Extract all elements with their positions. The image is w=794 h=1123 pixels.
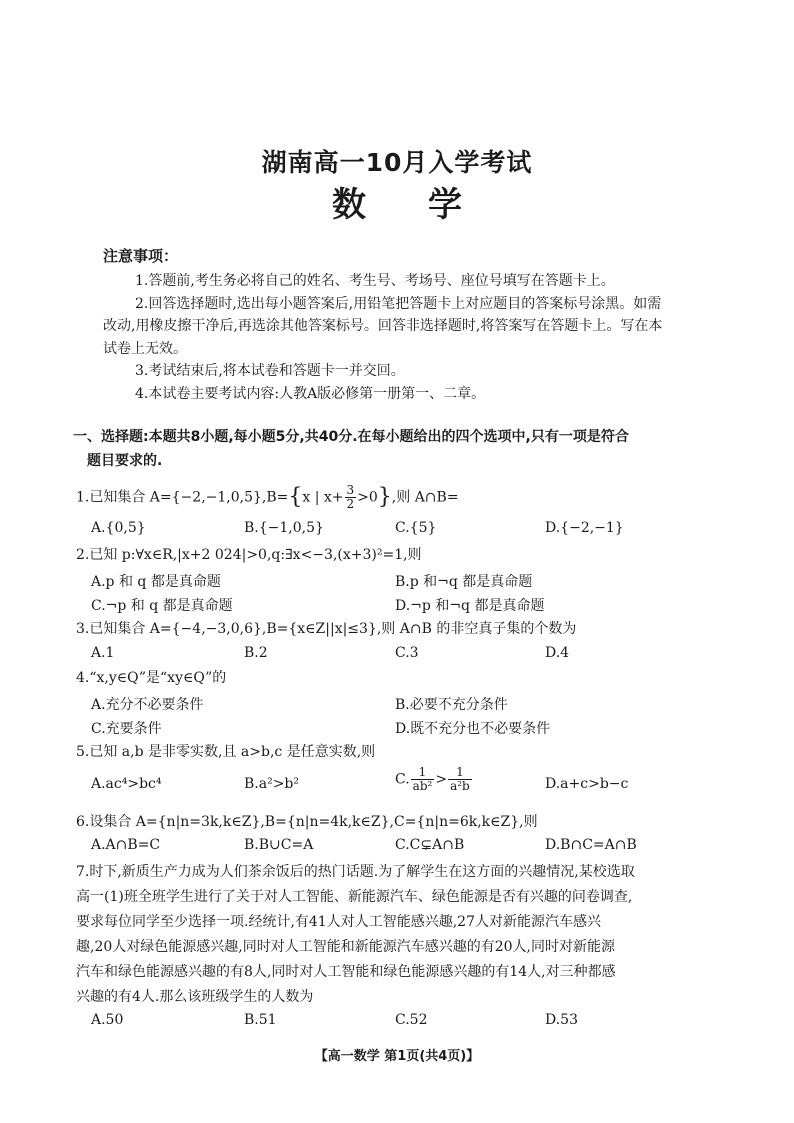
question-5-option-d: D.a+c>b−c xyxy=(545,776,629,792)
question-1-option-a: A.{0,5} xyxy=(91,520,146,536)
question-6-option-b: B.B∪C=A xyxy=(244,837,314,853)
notice-list xyxy=(103,270,663,405)
question-6-stem: 6.设集合 A={n|n=3k,k∈Z},B={n|n=4k,k∈Z},C={n|n=6k,k∈Z},则 xyxy=(76,814,538,830)
question-3-option-d: D.4 xyxy=(545,645,570,661)
subject-title: 数学 xyxy=(332,185,524,225)
question-7-option-d: D.53 xyxy=(545,1012,578,1028)
question-5-stem: 5.已知 a,b 是非零实数,且 a>b,c 是任意实数,则 xyxy=(76,744,376,760)
section-heading: 一、选择题:本题共8小题,每小题5分,共40分.在每小题给出的四个选项中,只有一项是符合 题目要求的. xyxy=(73,429,629,469)
question-4-option-a: A.充分不必要条件 xyxy=(91,697,204,713)
question-5-option-a: A.ac⁴>bc⁴ xyxy=(91,776,162,792)
notice-item: 1.答题前,考生务必将自己的姓名、考生号、考场号、座位号填写在答题卡上。 xyxy=(135,273,615,289)
question-3-option-a: A.1 xyxy=(91,645,115,661)
fraction: $\frac{1}{\text{a²b}}$ xyxy=(450,765,470,793)
question-3-option-c: C.3 xyxy=(395,645,419,661)
question-1-option-d: D.{−2,−1} xyxy=(545,520,624,536)
question-4-option-b: B.必要不充分条件 xyxy=(395,697,508,713)
question-7-option-c: C.52 xyxy=(395,1012,428,1028)
question-2-option-b: B.p 和¬q 都是真命题 xyxy=(395,574,533,590)
question-7-stem: 7.时下,新质生产力成为人们茶余饭后的热门话题.为了解学生在这方面的兴趣情况,某校选取 高一(1)班全班学生进行了关于对人工智能、新能源汽车、绿色能源是否有兴趣的问卷调查, 要求每位同学至少选择一项.经统计,有41人对人工智能感兴趣,27人对新能源汽车感兴 趣,20人对绿色能源感兴趣,同时对人工智能和新能源汽车感兴趣的有20人,同时对新能源 汽车和绿色能源感兴趣的有8人,同时对人工智能和绿色能源感兴趣的有14人,对三种都感 兴趣的有4人.那么该班级学生的人数为 xyxy=(76,864,635,1005)
question-7-option-a: A.50 xyxy=(91,1012,124,1028)
question-1-option-c: C.{5} xyxy=(395,520,437,536)
question-2-stem: 2.已知 p:∀x∈R,|x+2 024|>0,q:∃x<−3,(x+3)²=1,则 xyxy=(76,547,422,563)
notice-item: 2.回答选择题时,选出每小题答案后,用铅笔把答题卡上对应题目的答案标号涂黑。如需改动,用橡皮擦干净后,再选涂其他答案标号。回答非选择题时,将答案写在答题卡上。写在本试卷上无效。 xyxy=(103,295,663,357)
question-7-option-b: B.51 xyxy=(244,1012,277,1028)
fraction: $\frac{3}{2}$ xyxy=(346,483,355,511)
notice-heading: 注意事项： xyxy=(103,247,179,265)
question-5-option-b: B.a²>b² xyxy=(244,776,300,792)
question-1-option-b: B.{−1,0,5} xyxy=(244,520,324,536)
question-3-stem: 3.已知集合 A={−4,−3,0,6},B={x∈Z||x|≤3},则 A∩B 的非空真子集的个数为 xyxy=(76,621,577,637)
question-1-stem: 1.已知集合 A={−2,−1,0,5},B={x | x+ $\frac{3}{2}$ >0},则 A∩B= xyxy=(76,483,459,511)
fraction: $\frac{1}{\text{ab²}}$ xyxy=(412,765,433,793)
question-4-stem: 4.“x,y∈Q”是“xy∈Q”的 xyxy=(76,670,227,686)
notice-item: 4.本试卷主要考试内容:人教A版必修第一册第一、二章。 xyxy=(135,385,486,402)
question-6-option-c: C.C⊊A∩B xyxy=(395,837,465,853)
question-6-option-d: D.B∩C=A∩B xyxy=(545,837,637,853)
question-6-option-a: A.A∩B=C xyxy=(91,837,161,853)
question-3-option-b: B.2 xyxy=(244,645,268,661)
exam-title: 湖南高一10月入学考试 xyxy=(261,148,533,177)
question-4-option-c: C.充要条件 xyxy=(91,721,162,737)
page-footer: 【高一数学 第1页(共4页)】 xyxy=(314,1049,480,1064)
question-2-option-d: D.¬p 和¬q 都是真命题 xyxy=(395,598,545,614)
notice-item: 3.考试结束后,将本试卷和答题卡一并交回。 xyxy=(135,363,405,379)
question-2-option-c: C.¬p 和 q 都是真命题 xyxy=(91,598,233,614)
question-2-option-a: A.p 和 q 都是真命题 xyxy=(91,574,221,590)
question-4-option-d: D.既不充分也不必要条件 xyxy=(395,721,551,737)
question-5-option-c: C. $\frac{1}{\text{ab²}}$ > $\frac{1}{\text{a²b}}$ xyxy=(395,765,470,793)
